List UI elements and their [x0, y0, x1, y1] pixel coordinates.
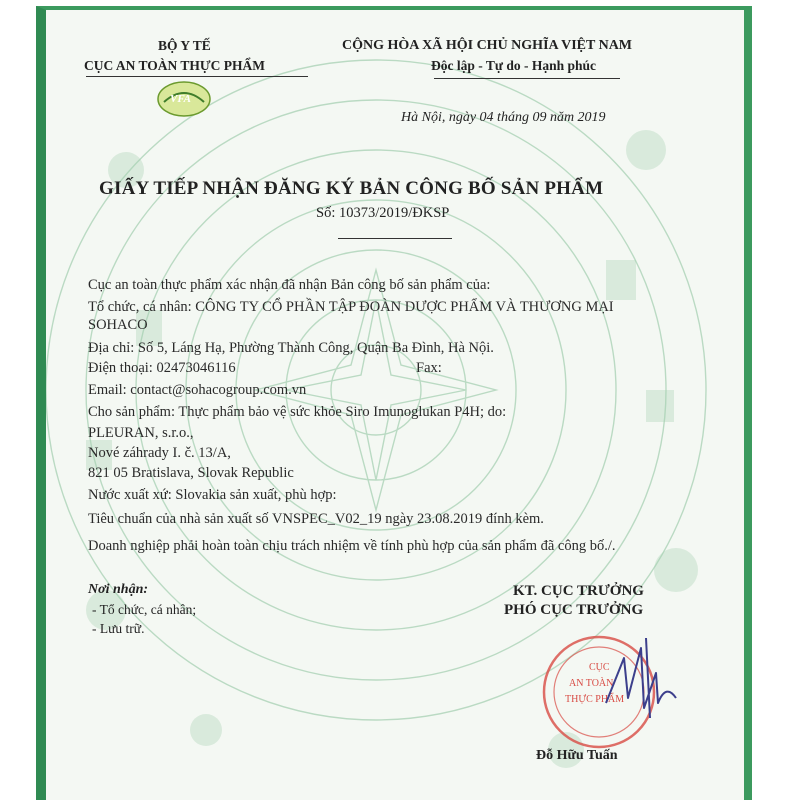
- signer-role-1: KT. CỤC TRƯỞNG: [513, 583, 644, 599]
- recipient-item: - Lưu trữ.: [92, 621, 145, 636]
- document-number: Số: 10373/2019/ĐKSP: [316, 205, 450, 221]
- title-underline: [338, 238, 452, 239]
- manufacturer-line-2: Nové záhrady I. č. 13/A,: [88, 445, 231, 461]
- signer-role-2: PHÓ CỤC TRƯỞNG: [504, 602, 644, 618]
- intro-line: Cục an toàn thực phẩm xác nhận đã nhận Bản công bố sản phẩm của:: [88, 277, 491, 293]
- agency-underline: [86, 76, 308, 77]
- recipients-heading: Nơi nhận:: [88, 582, 149, 597]
- place-date: Hà Nội, ngày 04 tháng 09 năm 2019: [401, 110, 606, 125]
- organization-line: Tổ chức, cá nhân: CÔNG TY CỔ PHẦN TẬP ĐOÀN DƯỢC PHẨM VÀ THƯƠNG MẠI: [88, 299, 614, 315]
- stamp-text-3: THỰC PHẨM: [565, 694, 625, 705]
- recipient-item: - Tổ chức, cá nhân;: [92, 602, 197, 617]
- ministry-name: BỘ Y TẾ: [158, 38, 211, 53]
- national-motto: Độc lập - Tự do - Hạnh phúc: [431, 58, 597, 73]
- phone-line: Điện thoại: 02473046116: [88, 360, 236, 376]
- republic-name: CỘNG HÒA XÃ HỘI CHỦ NGHĨA VIỆT NAM: [342, 38, 633, 53]
- organization-line-2: SOHACO: [88, 317, 148, 333]
- standard-line: Tiêu chuẩn của nhà sản xuất số VNSPEC_V02_19 ngày 23.08.2019 đính kèm.: [88, 511, 544, 527]
- fax-line: Fax:: [416, 360, 442, 376]
- email-line: Email: contact@sohacogroup.com.vn: [88, 382, 307, 398]
- responsibility-line: Doanh nghiệp phải hoàn toàn chịu trách nhiệm về tính phù hợp của sản phẩm đã công bố./.: [88, 538, 616, 554]
- address-line: Địa chỉ: Số 5, Láng Hạ, Phường Thành Công, Quận Ba Đình, Hà Nội.: [88, 340, 494, 356]
- manufacturer-line-3: 821 05 Bratislava, Slovak Republic: [88, 465, 294, 481]
- agency-name: CỤC AN TOÀN THỰC PHẨM: [84, 58, 266, 73]
- document-title: GIẤY TIẾP NHẬN ĐĂNG KÝ BẢN CÔNG BỐ SẢN PHẨM: [99, 178, 604, 199]
- product-line: Cho sản phẩm: Thực phẩm bảo vệ sức khỏe Siro Imunoglukan P4H; do:: [88, 404, 507, 420]
- manufacturer-line-1: PLEURAN, s.r.o.,: [88, 425, 194, 441]
- stamp-text-2: AN TOÀN: [569, 678, 614, 689]
- document-page: [36, 6, 752, 800]
- motto-underline: [434, 78, 620, 79]
- vfa-logo: [156, 80, 212, 118]
- stamp-text-1: CỤC: [589, 662, 610, 673]
- logo-text: VFA: [170, 93, 192, 105]
- signer-name: Đỗ Hữu Tuấn: [536, 748, 618, 763]
- origin-line: Nước xuất xứ: Slovakia sản xuất, phù hợp:: [88, 487, 337, 503]
- handwritten-signature: [586, 628, 696, 728]
